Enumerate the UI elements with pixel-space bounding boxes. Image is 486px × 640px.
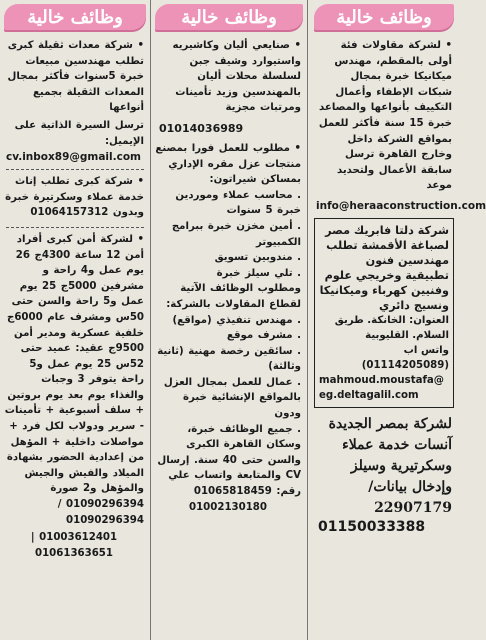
ad-security-company: • لشركة أمن كبرى أفراد أمن 12 ساعة 4300ج 26 يوم عمل و4 راحة و مشرفين 5000ج 25 يوم عمل و5 راحة والسن حتى 50س ومشرف عام 6000ج خلفية عسكرية ومدير أمن 9500ج عقيد: عميد حتى 52س 25 يوم عمل و5 راحة يتوفر 3 وجبات والغذاء يوم بعد يوم بروتين + سلف أسبوعية + تأمينات - سرير ودولاب لكل فرد + مواصلات داخلية + المؤهل من إعدادية الحضور بشهادة الميلاد والفيش والجيش والمؤهل و2 صورة 01090296394 / 01090296394 — [4, 233, 144, 526]
ad-heavy-equipment-email[interactable]: cv.inbox89@gmail.com — [6, 151, 141, 164]
ad-heavy-equipment: • شركة معدات ثقيلة كبرى تطلب مهندسين مبيعات خبرة 5سنوات فأكثر بمجال المعدات الثقيلة بجميع أنواعها — [7, 40, 144, 114]
ad-construction-company: • لشركة مقاولات فئة أولى بالمقطم، مهندس ميكانيكا خبرة بمجال شبكات الإطفاء وأعمال التكييف بأنواعها والمصاعد خبرة 15 سنة فأكثر للعمل بمواقع الشركة داخل وخارج القاهرة ترسل سابقة الأعمال ولتحديد موعد — [318, 40, 452, 192]
ad-heavy-equipment-cv: ترسل السيرة الذاتية على الإيميل: — [14, 119, 144, 147]
ad-insulation-item: . مشرف موقع — [226, 330, 301, 342]
ad-insulation-item: . مهندس تنفيذي (مواقع) — [172, 314, 301, 326]
ad-insulation-item: . مندوبين تسويق — [214, 252, 301, 264]
ad-alban-phone: 01014036989 — [159, 121, 244, 135]
ad-delta-fabric-text: شركة دلتا فابريك مصر لصباغة الأقمشة تطلب مهندسين فنون تطبيقية وخريجي علوم وفنيين كهرباء وميكانيكا ونسيج دائري — [319, 223, 449, 312]
ad-security-phones: 01003612401 | 01061363651 — [30, 532, 118, 559]
divider — [6, 227, 144, 228]
jobs-banner-right: وظائف خالية — [314, 4, 454, 32]
ad-customer-service-females: • شركة كبرى تطلب إناث خدمة عملاء وسكرتيرة خبرة وبدون 01064157312 — [5, 176, 144, 219]
jobs-banner-middle: وظائف خالية — [155, 4, 303, 32]
ad-delta-fabric-box — [314, 218, 454, 408]
ad-insulation-item: . جميع الوظائف خبرة، وسكان القاهرة الكبرى والسن حتى 40 سنة. إرسال CV والمتابعة واتساب علي رقم: 01065818459 — [157, 423, 301, 498]
ad-insulation-item: . أمين مخزن خبرة ببرامج الكمبيوتر — [171, 220, 301, 248]
ad-insulation-item: . محاسب عملاء وموردين خبرة 5 سنوات — [175, 189, 301, 217]
ad-insulation-item: . تلي سيلز خبرة — [216, 267, 301, 279]
column-middle — [150, 0, 308, 640]
jobs-banner-left: وظائف خالية — [4, 4, 146, 32]
divider — [6, 169, 144, 170]
ad-insulation-phone: 01002130180 — [189, 501, 267, 513]
ad-insulation-factory: • مطلوب للعمل فورا بمصنع منتجات عزل مقره الإداري بمساكن شيراتون: — [155, 142, 301, 186]
ad-delta-fabric-email-line2[interactable]: eg.deltagalil.com — [319, 389, 419, 401]
column-left — [0, 0, 150, 640]
ad-delta-fabric-whatsapp: واتس اب (01114205089) — [361, 344, 449, 371]
ad-heliopolis-phone: 01150033388 — [318, 518, 426, 535]
ad-alban-shops: • صنايعي أليان وكاشيريه واستيوارد وشيف جبن لسلسلة محلات أليان بالمهندسين وزيد تأمينات ومرتبات مجزية — [172, 40, 301, 114]
ad-insulation-item: ومطلوب الوظائف الآتية لقطاع المقاولات بالشركة: — [166, 283, 301, 310]
ad-heliopolis-company: لشركة بمصر الجديدة آنسات خدمة عملاء وسكرتيرية وسيلز وإدخال بيانات/ 22907179 — [328, 415, 452, 516]
ad-delta-fabric-address: العنوان: الخانكة. طريق السلام. القليوبية — [334, 314, 449, 341]
ad-construction-email[interactable]: info@heraaconstruction.com — [316, 199, 486, 212]
column-right — [310, 0, 486, 640]
ad-delta-fabric-email-line1[interactable]: mahmoud.moustafa@ — [319, 374, 444, 386]
ad-insulation-item: . عمال للعمل بمجال العزل بالمواقع الإنشائية خبرة ودون — [163, 376, 301, 420]
ad-insulation-item: . سائقين رخصة مهنية (ثانية وثالثة) — [157, 345, 301, 373]
